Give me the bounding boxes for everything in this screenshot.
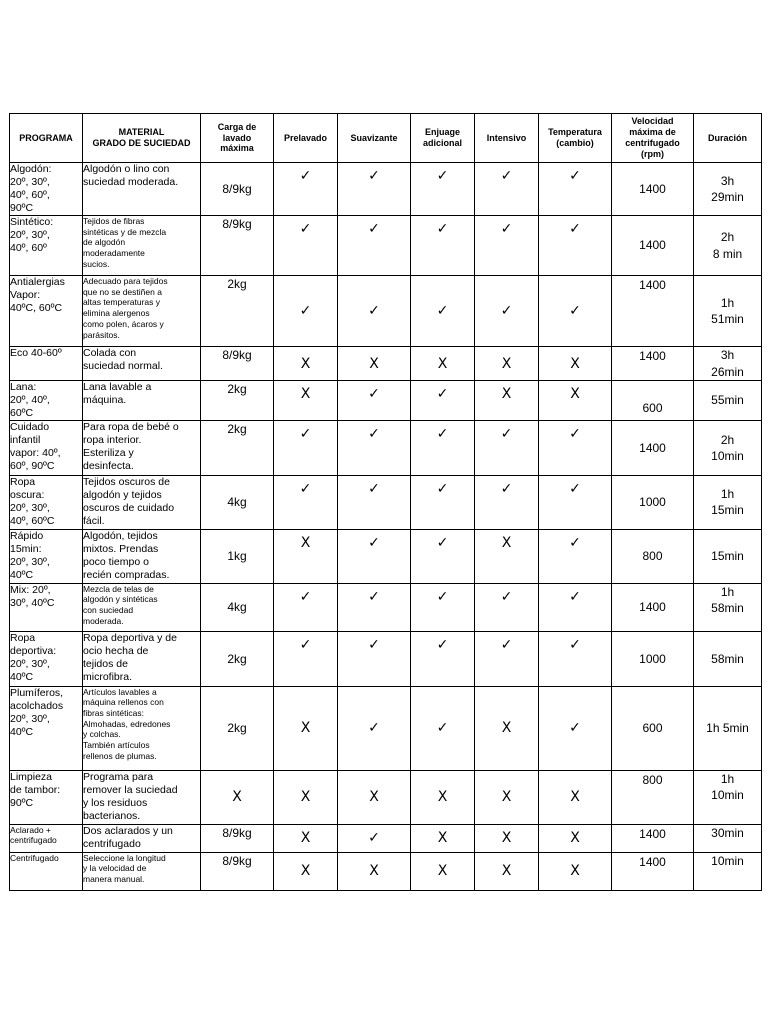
checkmark-icon: ✓ bbox=[436, 533, 449, 550]
suavizante-cell bbox=[338, 216, 411, 276]
temperatura-cell bbox=[539, 824, 612, 852]
program-cell: Cuidado infantil vapor: 40º, 60º, 90ºC bbox=[10, 421, 83, 476]
intensivo-cell bbox=[475, 381, 539, 421]
enjuague-cell bbox=[411, 824, 475, 852]
checkmark-icon: ✓ bbox=[500, 480, 513, 497]
checkmark-icon: ✓ bbox=[436, 719, 449, 736]
load-cell: 2kg bbox=[201, 631, 274, 686]
temperatura-cell bbox=[539, 529, 612, 583]
programs-table bbox=[9, 113, 762, 891]
checkmark-icon: ✓ bbox=[299, 302, 312, 319]
intensivo-cell bbox=[475, 476, 539, 530]
table-row bbox=[10, 529, 762, 583]
checkmark-icon: ✓ bbox=[368, 167, 380, 183]
checkmark-icon: ✓ bbox=[368, 587, 380, 604]
speed-cell: 1400 bbox=[612, 583, 694, 631]
temperatura-cell bbox=[539, 421, 612, 476]
checkmark-icon: ✓ bbox=[299, 220, 312, 237]
program-cell: Limpieza de tambor: 90ºC bbox=[10, 770, 83, 824]
program-cell: Lana: 20º, 40º, 60ºC bbox=[10, 381, 83, 421]
temperatura-cell bbox=[539, 347, 612, 381]
load-cell: 2kg bbox=[201, 381, 274, 421]
checkmark-icon: ✓ bbox=[436, 480, 449, 497]
enjuague-cell bbox=[411, 347, 475, 381]
x-mark-icon: X bbox=[232, 789, 242, 806]
suavizante-cell bbox=[338, 529, 411, 583]
enjuague-cell bbox=[411, 381, 475, 421]
temperatura-cell bbox=[539, 276, 612, 347]
prelavado-cell bbox=[274, 686, 338, 770]
checkmark-icon: ✓ bbox=[569, 302, 581, 319]
checkmark-icon: ✓ bbox=[368, 302, 380, 319]
program-cell: Ropa deportiva: 20º, 30º, 40ºC bbox=[10, 631, 83, 686]
material-cell: Tejidos de fibras sintéticas y de mezcla de algodón moderadamente sucios. bbox=[83, 216, 201, 276]
x-mark-icon: X bbox=[570, 355, 580, 372]
duration-cell: 58min bbox=[694, 631, 762, 686]
header-enjuague: Enjuage adicional bbox=[411, 114, 475, 163]
checkmark-icon: ✓ bbox=[436, 587, 449, 604]
x-mark-icon: X bbox=[437, 863, 448, 880]
table-row bbox=[10, 770, 762, 824]
prelavado-cell bbox=[274, 631, 338, 686]
header-carga: Carga de lavado máxima bbox=[201, 114, 274, 163]
checkmark-icon: ✓ bbox=[368, 220, 380, 237]
intensivo-cell bbox=[475, 770, 539, 824]
program-cell: Plumíferos, acolchados 20º, 30º, 40ºC bbox=[10, 686, 83, 770]
table-row bbox=[10, 476, 762, 530]
material-cell: Artículos lavables a máquina rellenos con fibras sintéticas: Almohadas, edredones y colchas. También artículos rellenos de plumas. bbox=[83, 686, 201, 770]
speed-cell: 1000 bbox=[612, 631, 694, 686]
intensivo-cell bbox=[475, 686, 539, 770]
duration-cell: 1h 10min bbox=[694, 770, 762, 824]
material-cell: Dos aclarados y un centrifugado bbox=[83, 824, 201, 852]
speed-cell: 1400 bbox=[612, 421, 694, 476]
x-mark-icon: X bbox=[300, 830, 311, 847]
checkmark-icon: ✓ bbox=[436, 302, 449, 319]
material-cell: Algodón, tejidos mixtos. Prendas poco tiempo o recién compradas. bbox=[83, 529, 201, 583]
x-mark-icon: X bbox=[501, 863, 512, 880]
table-row bbox=[10, 852, 762, 890]
temperatura-cell bbox=[539, 163, 612, 216]
header-duracion: Duración bbox=[694, 114, 762, 163]
checkmark-icon: ✓ bbox=[569, 425, 581, 442]
material-cell: Para ropa de bebé o ropa interior. Esteriliza y desinfecta. bbox=[83, 421, 201, 476]
program-cell: Rápido 15min: 20º, 30º, 40ºC bbox=[10, 529, 83, 583]
duration-cell: 2h 10min bbox=[694, 421, 762, 476]
enjuague-cell bbox=[411, 770, 475, 824]
intensivo-cell bbox=[475, 824, 539, 852]
material-cell: Seleccione la longitud y la velocidad de manera manual. bbox=[83, 852, 201, 890]
suavizante-cell bbox=[338, 276, 411, 347]
header-prelavado: Prelavado bbox=[274, 114, 338, 163]
prelavado-cell bbox=[274, 583, 338, 631]
x-mark-icon: X bbox=[437, 355, 448, 372]
checkmark-icon: ✓ bbox=[436, 635, 449, 652]
x-mark-icon: X bbox=[300, 720, 311, 737]
checkmark-icon: ✓ bbox=[569, 635, 581, 652]
enjuague-cell bbox=[411, 276, 475, 347]
speed-cell: 800 bbox=[612, 770, 694, 824]
x-mark-icon: X bbox=[501, 534, 512, 551]
program-cell: Centrifugado bbox=[10, 852, 83, 890]
checkmark-icon: ✓ bbox=[569, 167, 581, 183]
prelavado-cell bbox=[274, 824, 338, 852]
suavizante-cell bbox=[338, 163, 411, 216]
material-cell: Colada con suciedad normal. bbox=[83, 347, 201, 381]
intensivo-cell bbox=[475, 163, 539, 216]
x-mark-icon: X bbox=[300, 534, 311, 551]
intensivo-cell bbox=[475, 529, 539, 583]
prelavado-cell bbox=[274, 276, 338, 347]
temperatura-cell bbox=[539, 583, 612, 631]
x-mark-icon: X bbox=[300, 386, 311, 403]
speed-cell: 600 bbox=[612, 686, 694, 770]
load-cell: 4kg bbox=[201, 476, 274, 530]
x-mark-icon: X bbox=[369, 863, 379, 880]
speed-cell: 1400 bbox=[612, 163, 694, 216]
material-cell: Programa para remover la suciedad y los residuos bacterianos. bbox=[83, 770, 201, 824]
duration-cell: 1h 51min bbox=[694, 276, 762, 347]
header-velocidad: Velocidad máxima de centrifugado (rpm) bbox=[612, 114, 694, 163]
speed-cell: 1000 bbox=[612, 476, 694, 530]
duration-cell: 15min bbox=[694, 529, 762, 583]
suavizante-cell bbox=[338, 824, 411, 852]
checkmark-icon: ✓ bbox=[500, 425, 513, 442]
prelavado-cell bbox=[274, 163, 338, 216]
load-cell: 2kg bbox=[201, 276, 274, 347]
checkmark-icon: ✓ bbox=[500, 220, 513, 237]
x-mark-icon: X bbox=[570, 386, 580, 403]
checkmark-icon: ✓ bbox=[299, 635, 312, 652]
checkmark-icon: ✓ bbox=[500, 635, 513, 652]
header-programa: PROGRAMA bbox=[10, 114, 83, 163]
suavizante-cell bbox=[338, 686, 411, 770]
header-intensivo: Intensivo bbox=[475, 114, 539, 163]
temperatura-cell bbox=[539, 381, 612, 421]
load-cell: 8/9kg bbox=[201, 163, 274, 216]
enjuague-cell bbox=[411, 476, 475, 530]
prelavado-cell bbox=[274, 770, 338, 824]
material-cell: Lana lavable a máquina. bbox=[83, 381, 201, 421]
enjuague-cell bbox=[411, 852, 475, 890]
enjuague-cell bbox=[411, 631, 475, 686]
x-mark-icon: X bbox=[570, 830, 580, 847]
intensivo-cell bbox=[475, 852, 539, 890]
suavizante-cell bbox=[338, 852, 411, 890]
load-cell: 8/9kg bbox=[201, 347, 274, 381]
checkmark-icon: ✓ bbox=[368, 829, 380, 846]
suavizante-cell bbox=[338, 631, 411, 686]
prelavado-cell bbox=[274, 421, 338, 476]
load-cell: 2kg bbox=[201, 421, 274, 476]
checkmark-icon: ✓ bbox=[368, 425, 380, 442]
checkmark-icon: ✓ bbox=[299, 425, 312, 442]
duration-cell: 1h 5min bbox=[694, 686, 762, 770]
program-cell: Antialergias Vapor: 40ºC, 60ºC bbox=[10, 276, 83, 347]
checkmark-icon: ✓ bbox=[368, 533, 380, 550]
checkmark-icon: ✓ bbox=[368, 480, 380, 497]
material-cell: Mezcla de telas de algodón y sintéticas con suciedad moderada. bbox=[83, 583, 201, 631]
program-cell: Mix: 20º, 30º, 40ºC bbox=[10, 583, 83, 631]
load-cell: 2kg bbox=[201, 686, 274, 770]
checkmark-icon: ✓ bbox=[500, 167, 513, 183]
suavizante-cell bbox=[338, 347, 411, 381]
suavizante-cell bbox=[338, 770, 411, 824]
speed-cell: 1400 bbox=[612, 852, 694, 890]
checkmark-icon: ✓ bbox=[299, 587, 312, 604]
x-mark-icon: X bbox=[300, 355, 311, 372]
temperatura-cell bbox=[539, 476, 612, 530]
checkmark-icon: ✓ bbox=[436, 425, 449, 442]
load-cell: 8/9kg bbox=[201, 852, 274, 890]
checkmark-icon: ✓ bbox=[569, 587, 581, 604]
x-mark-icon: X bbox=[369, 355, 379, 372]
enjuague-cell bbox=[411, 529, 475, 583]
x-mark-icon: X bbox=[570, 789, 580, 806]
table-row bbox=[10, 381, 762, 421]
table-row bbox=[10, 631, 762, 686]
x-mark-icon: X bbox=[369, 789, 379, 806]
table-row bbox=[10, 583, 762, 631]
temperatura-cell bbox=[539, 216, 612, 276]
table-row bbox=[10, 276, 762, 347]
checkmark-icon: ✓ bbox=[368, 385, 380, 402]
material-cell: Tejidos oscuros de algodón y tejidos oscuros de cuidado fácil. bbox=[83, 476, 201, 530]
program-cell: Eco 40-60º bbox=[10, 347, 83, 381]
load-mark-cell bbox=[201, 770, 274, 824]
speed-cell: 800 bbox=[612, 529, 694, 583]
material-cell: Ropa deportiva y de ocio hecha de tejidos de microfibra. bbox=[83, 631, 201, 686]
header-material: MATERIAL GRADO DE SUCIEDAD bbox=[83, 114, 201, 163]
enjuague-cell bbox=[411, 163, 475, 216]
duration-cell: 3h 29min bbox=[694, 163, 762, 216]
checkmark-icon: ✓ bbox=[436, 385, 449, 402]
duration-cell: 3h 26min bbox=[694, 347, 762, 381]
prelavado-cell bbox=[274, 476, 338, 530]
duration-cell: 1h 58min bbox=[694, 583, 762, 631]
intensivo-cell bbox=[475, 276, 539, 347]
table-row bbox=[10, 163, 762, 216]
checkmark-icon: ✓ bbox=[368, 635, 380, 652]
speed-cell: 1400 bbox=[612, 347, 694, 381]
checkmark-icon: ✓ bbox=[569, 533, 581, 550]
material-cell: Algodón o lino con suciedad moderada. bbox=[83, 163, 201, 216]
temperatura-cell bbox=[539, 686, 612, 770]
intensivo-cell bbox=[475, 216, 539, 276]
x-mark-icon: X bbox=[570, 863, 580, 880]
enjuague-cell bbox=[411, 583, 475, 631]
intensivo-cell bbox=[475, 347, 539, 381]
intensivo-cell bbox=[475, 631, 539, 686]
x-mark-icon: X bbox=[437, 789, 448, 806]
speed-cell: 1400 bbox=[612, 216, 694, 276]
program-cell: Ropa oscura: 20º, 30º, 40º, 60ºC bbox=[10, 476, 83, 530]
x-mark-icon: X bbox=[501, 386, 512, 403]
table-row bbox=[10, 347, 762, 381]
checkmark-icon: ✓ bbox=[569, 719, 581, 736]
load-cell: 8/9kg bbox=[201, 824, 274, 852]
duration-cell: 1h 15min bbox=[694, 476, 762, 530]
x-mark-icon: X bbox=[300, 789, 311, 806]
duration-cell: 2h 8 min bbox=[694, 216, 762, 276]
program-cell: Sintético: 20º, 30º, 40º, 60º bbox=[10, 216, 83, 276]
table-row bbox=[10, 421, 762, 476]
speed-cell: 600 bbox=[612, 381, 694, 421]
intensivo-cell bbox=[475, 583, 539, 631]
suavizante-cell bbox=[338, 583, 411, 631]
enjuague-cell bbox=[411, 421, 475, 476]
suavizante-cell bbox=[338, 381, 411, 421]
x-mark-icon: X bbox=[437, 830, 448, 847]
load-cell: 8/9kg bbox=[201, 216, 274, 276]
prelavado-cell bbox=[274, 852, 338, 890]
prelavado-cell bbox=[274, 347, 338, 381]
prelavado-cell bbox=[274, 381, 338, 421]
load-cell: 4kg bbox=[201, 583, 274, 631]
checkmark-icon: ✓ bbox=[299, 167, 312, 183]
checkmark-icon: ✓ bbox=[436, 220, 449, 237]
table-row bbox=[10, 216, 762, 276]
checkmark-icon: ✓ bbox=[569, 480, 581, 497]
duration-cell: 55min bbox=[694, 381, 762, 421]
x-mark-icon: X bbox=[501, 830, 512, 847]
intensivo-cell bbox=[475, 421, 539, 476]
suavizante-cell bbox=[338, 476, 411, 530]
duration-cell: 30min bbox=[694, 824, 762, 852]
temperatura-cell bbox=[539, 631, 612, 686]
load-cell: 1kg bbox=[201, 529, 274, 583]
checkmark-icon: ✓ bbox=[436, 167, 449, 183]
temperatura-cell bbox=[539, 770, 612, 824]
speed-cell: 1400 bbox=[612, 276, 694, 347]
temperatura-cell bbox=[539, 852, 612, 890]
header-row bbox=[10, 114, 762, 163]
table-row bbox=[10, 686, 762, 770]
x-mark-icon: X bbox=[501, 720, 512, 737]
checkmark-icon: ✓ bbox=[500, 302, 513, 319]
x-mark-icon: X bbox=[300, 863, 311, 880]
program-cell: Aclarado + centrifugado bbox=[10, 824, 83, 852]
prelavado-cell bbox=[274, 216, 338, 276]
header-suavizante: Suavizante bbox=[338, 114, 411, 163]
material-cell: Adecuado para tejidos que no se destiñen a altas temperaturas y elimina alergenos como polen, ácaros y parásitos. bbox=[83, 276, 201, 347]
enjuague-cell bbox=[411, 216, 475, 276]
table-row bbox=[10, 824, 762, 852]
x-mark-icon: X bbox=[501, 789, 512, 806]
checkmark-icon: ✓ bbox=[500, 587, 513, 604]
suavizante-cell bbox=[338, 421, 411, 476]
duration-cell: 10min bbox=[694, 852, 762, 890]
program-cell: Algodón: 20º, 30º, 40º, 60º, 90ºC bbox=[10, 163, 83, 216]
prelavado-cell bbox=[274, 529, 338, 583]
checkmark-icon: ✓ bbox=[299, 480, 312, 497]
enjuague-cell bbox=[411, 686, 475, 770]
checkmark-icon: ✓ bbox=[368, 719, 380, 736]
checkmark-icon: ✓ bbox=[569, 220, 581, 237]
header-temperatura: Temperatura (cambio) bbox=[539, 114, 612, 163]
speed-cell: 1400 bbox=[612, 824, 694, 852]
x-mark-icon: X bbox=[501, 355, 512, 372]
